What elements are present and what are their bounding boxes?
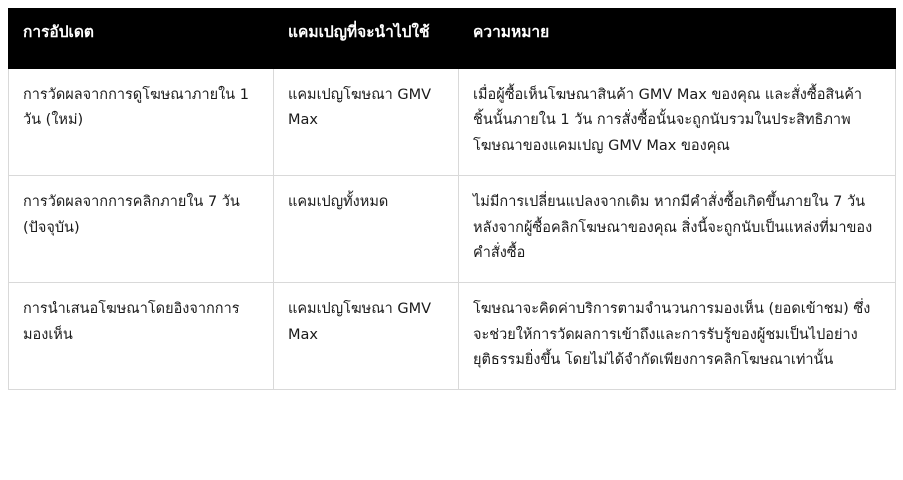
column-header-meaning: ความหมาย <box>459 9 896 69</box>
table-body <box>9 69 896 390</box>
table-row <box>9 69 896 176</box>
update-table <box>8 8 896 390</box>
table-row <box>9 283 896 390</box>
cell-update: การนำเสนอโฆษณาโดยอิงจากการมองเห็น <box>9 283 274 390</box>
table-header-row <box>9 9 896 69</box>
cell-update: การวัดผลจากการดูโฆษณาภายใน 1 วัน (ใหม่) <box>9 69 274 176</box>
cell-update: การวัดผลจากการคลิกภายใน 7 วัน (ปัจจุบัน) <box>9 176 274 283</box>
cell-campaign: แคมเปญโฆษณา GMV Max <box>274 69 459 176</box>
table-header <box>9 9 896 69</box>
cell-meaning: เมื่อผู้ซื้อเห็นโฆษณาสินค้า GMV Max ของคุณ และสั่งซื้อสินค้าชิ้นนั้นภายใน 1 วัน การสั่งซื้อนั้นจะถูกนับรวมในประสิทธิภาพโฆษณาของแคมเปญ GMV Max ของคุณ <box>459 69 896 176</box>
column-header-update: การอัปเดต <box>9 9 274 69</box>
cell-campaign: แคมเปญทั้งหมด <box>274 176 459 283</box>
cell-meaning: ไม่มีการเปลี่ยนแปลงจากเดิม หากมีคำสั่งซื้อเกิดขึ้นภายใน 7 วันหลังจากผู้ซื้อคลิกโฆษณาของคุณ สิ่งนี้จะถูกนับเป็นแหล่งที่มาของคำสั่งซื้อ <box>459 176 896 283</box>
table-row <box>9 176 896 283</box>
cell-campaign: แคมเปญโฆษณา GMV Max <box>274 283 459 390</box>
cell-meaning: โฆษณาจะคิดค่าบริการตามจำนวนการมองเห็น (ยอดเข้าชม) ซึ่งจะช่วยให้การวัดผลการเข้าถึงและการรับรู้ของผู้ชมเป็นไปอย่างยุติธรรมยิ่งขึ้น โดยไม่ได้จำกัดเพียงการคลิกโฆษณาเท่านั้น <box>459 283 896 390</box>
column-header-campaign: แคมเปญที่จะนำไปใช้ <box>274 9 459 69</box>
